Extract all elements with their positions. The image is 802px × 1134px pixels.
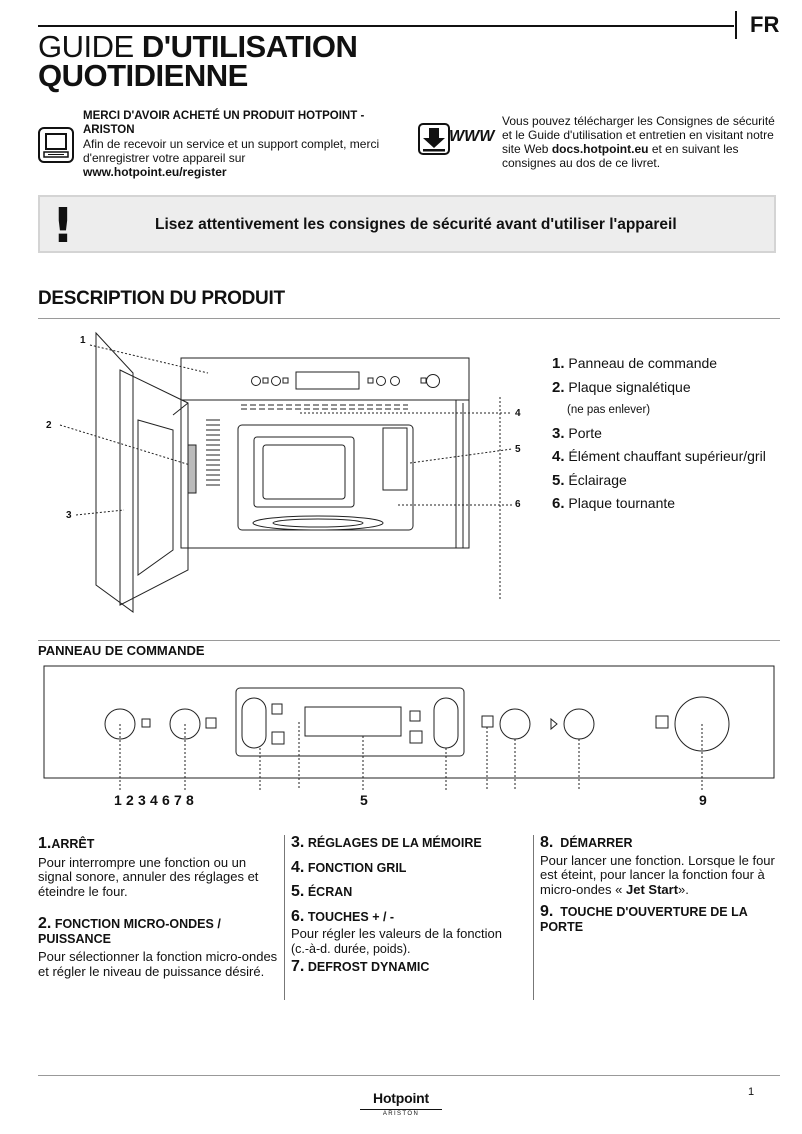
function-heading: 3. RÉGLAGES DE LA MÉMOIRE <box>291 834 482 851</box>
function-column-1 <box>38 837 278 979</box>
function-heading: 9. TOUCHE D'OUVERTURE DE LA PORTE <box>540 903 748 934</box>
panel-label-5: 5 <box>360 792 368 808</box>
function-heading: 4. FONCTION GRIL <box>291 858 407 876</box>
function-heading: 1.ARRÊT <box>38 835 95 852</box>
function-text-note: (c.-à-d. durée, poids). <box>291 941 411 956</box>
parts-legend <box>552 352 766 516</box>
www-label: WWW <box>449 128 495 145</box>
title-bold-2: QUOTIDIENNE <box>38 58 248 93</box>
oven-diagram <box>38 325 538 625</box>
legend-item: 5. Éclairage <box>552 471 627 489</box>
panel-label-7: 7 <box>174 792 182 808</box>
page-title <box>38 29 358 93</box>
function-text: Pour régler les valeurs de la fonction <box>291 926 503 941</box>
panel-label-1: 1 <box>114 792 122 808</box>
section-title-description: DESCRIPTION DU PRODUIT <box>38 288 285 309</box>
function-column-2 <box>291 836 531 975</box>
function-heading: 8. DÉMARRER <box>540 834 633 851</box>
header-rule <box>38 25 734 27</box>
function-heading: 2. FONCTION MICRO-ONDES / PUISSANCE <box>38 915 221 946</box>
callout-4: 4 <box>515 408 521 419</box>
panel-label-8: 8 <box>186 792 194 808</box>
panel-label-6: 6 <box>162 792 170 808</box>
legend-note: (ne pas enlever) <box>567 404 651 416</box>
download-link[interactable]: docs.hotpoint.eu <box>551 142 649 156</box>
column-separator <box>533 835 534 1000</box>
thanks-text: Afin de recevoir un service et un support complet, merci d'enregistrer votre appareil sur <box>83 137 380 165</box>
section-rule <box>38 318 780 319</box>
safety-warning-text: Lisez attentivement les consignes de sécurité avant d'utiliser l'appareil <box>155 216 677 233</box>
function-text: Pour interrompre une fonction ou un signal sonore, annuler des réglages et éteindre le four. <box>38 854 259 899</box>
register-notice <box>83 109 413 179</box>
function-column-3 <box>540 836 780 934</box>
panel-label-4: 4 <box>150 792 158 808</box>
legend-item: 3. Porte <box>552 424 602 442</box>
function-text: Pour lancer une fonction. Lorsque le four est éteint, pour lancer la fonction four à micro-ondes « Jet Start». <box>540 852 775 897</box>
register-link[interactable]: www.hotpoint.eu/register <box>83 165 227 179</box>
panel-label-3: 3 <box>138 792 146 808</box>
download-icon <box>418 123 450 155</box>
language-code: FR <box>750 12 780 37</box>
title-light: GUIDE <box>38 29 134 64</box>
brand-logo <box>360 1090 442 1117</box>
footer-rule <box>38 1075 780 1076</box>
legend-item: 4. Élément chauffant supérieur/gril <box>552 448 766 465</box>
title-bold-1: D'UTILISATION <box>141 29 358 64</box>
legend-item: 2. Plaque signalétique <box>552 378 691 396</box>
register-computer-icon <box>38 127 74 163</box>
legend-item: 1. Panneau de commande <box>552 355 718 372</box>
callout-3: 3 <box>66 510 72 521</box>
function-heading: 5. ÉCRAN <box>291 883 353 900</box>
page-number: 1 <box>748 1086 755 1098</box>
brand-name: Hotpoint <box>373 1090 429 1106</box>
download-notice <box>502 114 787 170</box>
function-heading: 7. DEFROST DYNAMIC <box>291 958 430 975</box>
brand-sub: ARISTON <box>360 1109 442 1117</box>
function-heading: 6. TOUCHES + / - <box>291 907 395 925</box>
callout-1: 1 <box>80 335 86 346</box>
legend-item: 6. Plaque tournante <box>552 495 676 512</box>
panel-title: PANNEAU DE COMMANDE <box>38 643 205 658</box>
rating-plate <box>188 445 196 493</box>
function-text: Pour sélectionner la fonction micro-ondes et régler le niveau de puissance désiré. <box>38 949 278 979</box>
callout-2: 2 <box>46 420 52 431</box>
control-panel-diagram <box>38 662 780 810</box>
callout-6: 6 <box>515 499 521 510</box>
panel-label-2: 2 <box>126 792 134 808</box>
callout-5: 5 <box>515 444 521 455</box>
panel-rule <box>38 640 780 641</box>
language-separator <box>735 11 737 39</box>
download-text-2: et en suivant les consignes au dos de ce livret. <box>502 142 739 170</box>
thanks-title: MERCI D'AVOIR ACHETÉ UN PRODUIT HOTPOINT - ARISTON <box>83 110 365 136</box>
exclamation-icon: ! <box>52 198 74 254</box>
column-separator <box>284 835 285 1000</box>
panel-label-9: 9 <box>699 792 707 808</box>
download-text-1: Vous pouvez télécharger les Consignes de sécurité et le Guide d'utilisation et entretien en visitant notre site Web <box>502 114 775 156</box>
